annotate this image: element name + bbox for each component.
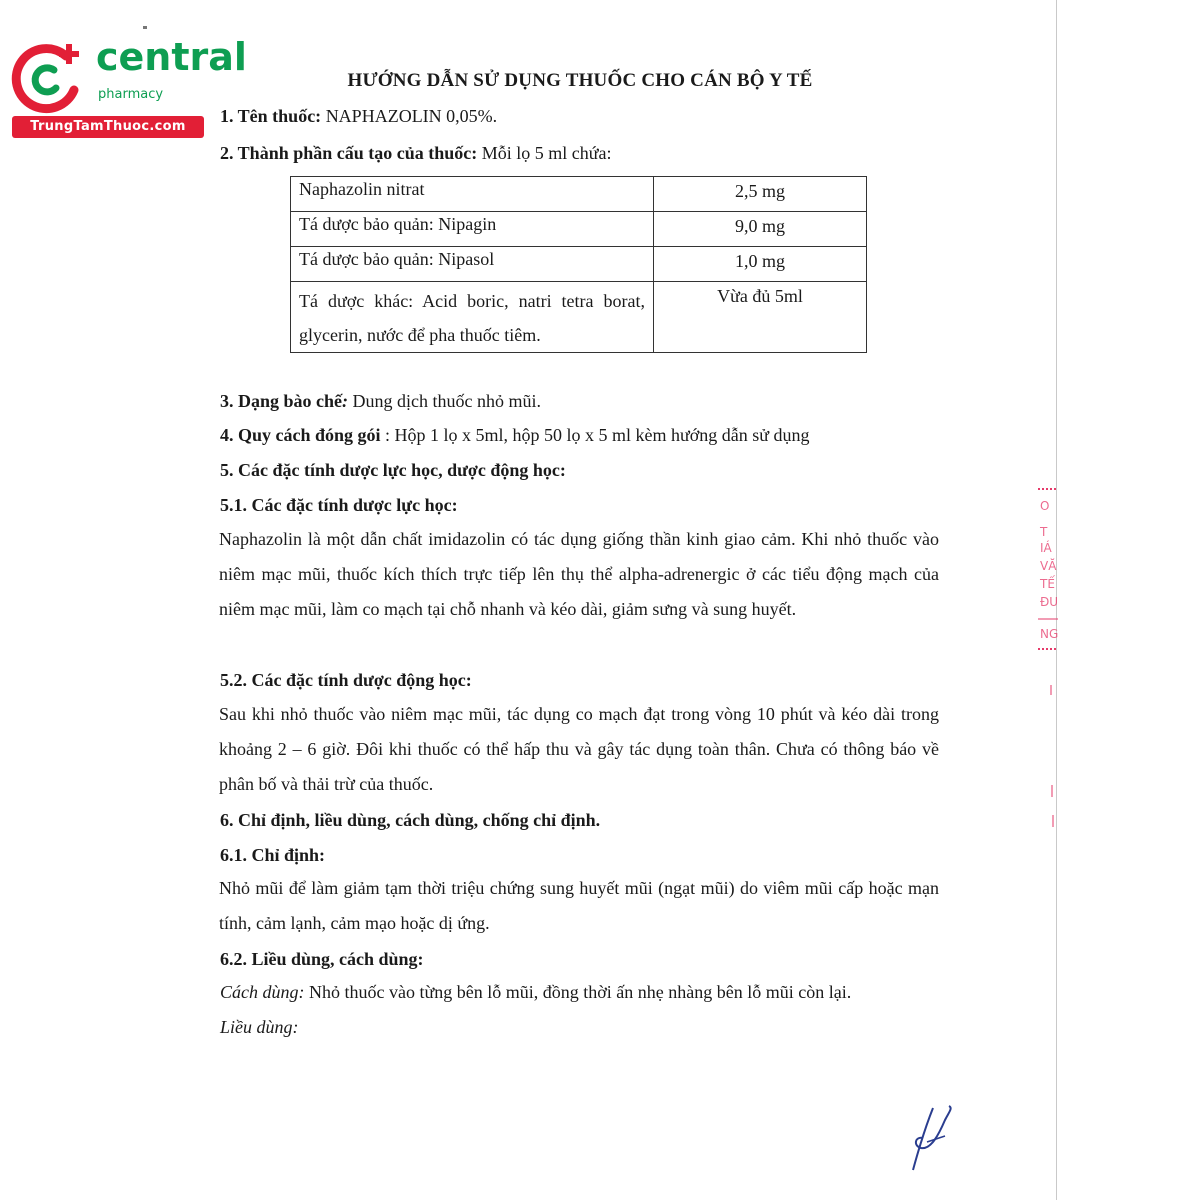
table-row [291, 177, 867, 212]
dosage-form-value: Dung dịch thuốc nhỏ mũi. [348, 391, 541, 411]
central-pharmacy-logo-icon [8, 38, 88, 118]
section-6-2-heading: 6.2. Liều dùng, cách dùng: [220, 949, 424, 969]
dosage-label: Liều dùng: [220, 1017, 299, 1037]
composition-table [290, 176, 867, 353]
document-title: HƯỚNG DẪN SỬ DỤNG THUỐC CHO CÁN BỘ Y TẾ [347, 70, 813, 91]
stamp-text: NG [1040, 627, 1059, 641]
table-row [291, 247, 867, 282]
red-stamp-fragment [1036, 485, 1060, 835]
composition-value: Mỗi lọ 5 ml chứa: [477, 143, 612, 163]
scan-speck [143, 26, 147, 29]
amount-cell: 1,0 mg [654, 247, 867, 282]
stamp-text: IÁ [1040, 541, 1052, 555]
section-dosage-form [220, 391, 541, 412]
stamp-text: TẾ [1040, 577, 1055, 591]
pharmacokinetics-text: Sau khi nhỏ thuốc vào niêm mạc mũi, tác dụng co mạch đạt trong vòng 10 phút và kéo dài trong khoảng 2 – 6 giờ. Đôi khi thuốc có thể hấp thu và gây tác dụng toàn thân. Chưa có thông báo về phân bố và thải trừ của thuốc. [219, 704, 939, 794]
ingredient-cell: Tá dược bảo quản: Nipagin [291, 212, 654, 247]
logo-url-badge[interactable]: TrungTamThuoc.com [12, 116, 204, 138]
amount-cell: 2,5 mg [654, 177, 867, 212]
amount-cell: 9,0 mg [654, 212, 867, 247]
table-row [291, 282, 867, 353]
section-5-heading: 5. Các đặc tính dược lực học, dược động học: [220, 460, 566, 480]
ingredient-cell-wrapper [291, 282, 654, 353]
packaging-value: : Hộp 1 lọ x 5ml, hộp 50 lọ x 5 ml kèm hướng dẫn sử dụng [380, 425, 810, 445]
section-composition [220, 143, 612, 164]
usage-line [220, 982, 851, 1003]
table-row [291, 212, 867, 247]
section-packaging [220, 425, 810, 446]
logo-brand-name: central [96, 35, 247, 79]
section-5-1-heading: 5.1. Các đặc tính dược lực học: [220, 495, 458, 515]
indication-text: Nhỏ mũi để làm giảm tạm thời triệu chứng sung huyết mũi (ngạt mũi) do viêm mũi cấp hoặc mạn tính, cảm lạnh, cảm mạo hoặc dị ứng. [219, 878, 939, 933]
ingredient-cell: Tá dược bảo quản: Nipasol [291, 247, 654, 282]
section-6-heading: 6. Chỉ định, liều dùng, cách dùng, chống chỉ định. [220, 810, 601, 830]
brand-logo[interactable] [8, 35, 247, 136]
packaging-label: 4. Quy cách đóng gói [220, 425, 381, 445]
dosage-form-colon: : [342, 391, 349, 411]
amount-cell: Vừa đủ 5ml [654, 282, 867, 353]
section-6-1-heading: 6.1. Chỉ định: [220, 845, 326, 865]
signature-icon [905, 1098, 965, 1173]
usage-value: Nhỏ thuốc vào từng bên lỗ mũi, đồng thời ấn nhẹ nhàng bên lỗ mũi còn lại. [304, 982, 852, 1002]
dosage-form-label: 3. Dạng bào chế [220, 391, 343, 411]
usage-label: Cách dùng: [220, 982, 305, 1002]
drug-name-label: 1. Tên thuốc: [220, 106, 322, 126]
stamp-text: O [1040, 499, 1050, 513]
stamp-text: VĂ [1040, 559, 1057, 573]
composition-label: 2. Thành phần cấu tạo của thuốc: [220, 143, 478, 163]
section-drug-name [220, 106, 497, 127]
pharmacodynamics-text: Naphazolin là một dẫn chất imidazolin có tác dụng giống thần kinh giao cảm. Khi nhỏ thuốc vào niêm mạc mũi, thuốc kích thích trực tiếp lên thụ thể alpha-adrenergic ở các tiểu động mạch của niêm mạc mũi, làm co mạch tại chỗ nhanh và kéo dài, giảm sưng và sung huyết. [219, 529, 939, 619]
ingredient-cell: Tá dược khác: Acid boric, natri tetra borat, glycerin, nước để pha thuốc tiêm. [299, 291, 645, 345]
stamp-text: ĐU [1040, 595, 1059, 609]
logo-subtitle: pharmacy [98, 87, 164, 102]
stamp-text: T [1040, 525, 1048, 539]
drug-name-value: NAPHAZOLIN 0,05%. [321, 106, 498, 126]
section-5-2-heading: 5.2. Các đặc tính dược động học: [220, 670, 472, 690]
ingredient-cell: Naphazolin nitrat [291, 177, 654, 212]
